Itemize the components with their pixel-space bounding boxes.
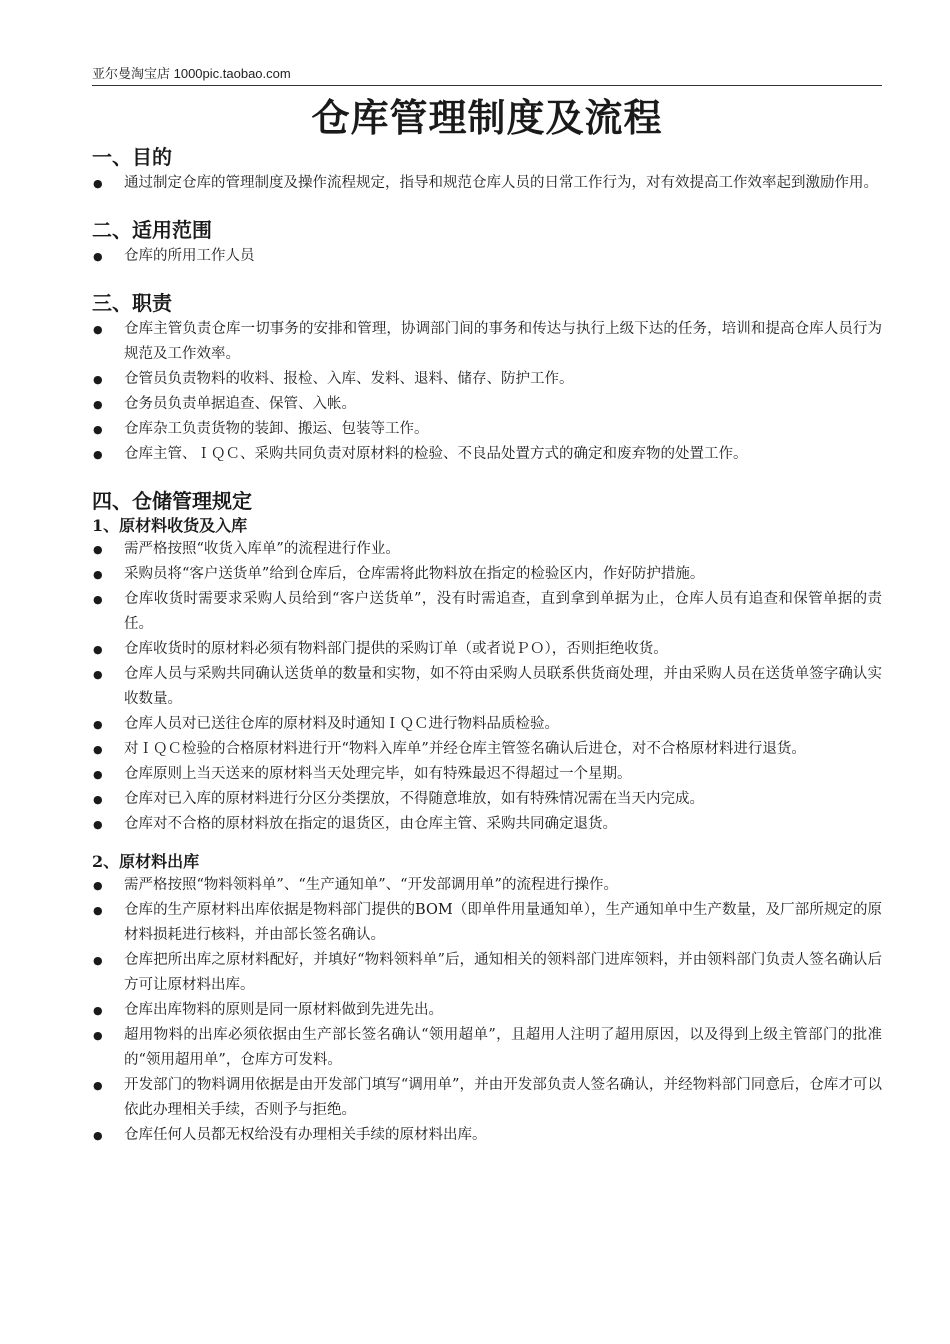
- section-heading: 二、适用范围: [92, 218, 212, 242]
- list-item-text: 仓库收货时需要求采购人员给到“客户送货单”，没有时需追查，直到拿到单据为止，仓库人员有追查和保管单据的责任。: [124, 591, 882, 632]
- list-item-text: 仓库的生产原材料出库依据是物料部门提供的BOM（即单件用量通知单），生产通知单中生产数量，及厂部所规定的原材料损耗进行核料，并由部长签名确认。: [124, 902, 882, 943]
- list-item: [92, 812, 882, 837]
- bullet-icon: ●: [93, 448, 103, 461]
- bullet-list: [92, 873, 882, 1148]
- bullet-icon: ●: [93, 743, 103, 756]
- bullet-icon: ●: [93, 177, 103, 190]
- list-item: [92, 442, 882, 467]
- list-item-text: 仓库人员对已送往仓库的原材料及时通知ＩＱＣ进行物料品质检验。: [124, 716, 559, 732]
- bullet-icon: ●: [93, 718, 103, 731]
- bullet-icon: ●: [93, 768, 103, 781]
- bullet-icon: ●: [93, 1129, 103, 1142]
- list-item-text: 仓库出库物料的原则是同一原材料做到先进先出。: [124, 1002, 443, 1018]
- list-item: [92, 537, 882, 562]
- list-item-text: 需严格按照“收货入库单”的流程进行作业。: [124, 541, 400, 557]
- list-item: [92, 392, 882, 417]
- bullet-icon: ●: [93, 643, 103, 656]
- bullet-icon: ●: [93, 1079, 103, 1092]
- list-item-text: 仓库主管负责仓库一切事务的安排和管理，协调部门间的事务和传达与执行上级下达的任务，培训和提高仓库人员行为规范及工作效率。: [124, 321, 882, 362]
- spacer: [92, 467, 882, 487]
- list-item-text: 仓库的所用工作人员: [124, 248, 255, 264]
- bullet-list: [92, 537, 882, 837]
- spacer: [92, 196, 882, 216]
- bullet-icon: ●: [93, 904, 103, 917]
- list-item-text: 仓库原则上当天送来的原材料当天处理完毕，如有特殊最迟不得超过一个星期。: [124, 766, 632, 782]
- list-item-text: 通过制定仓库的管理制度及操作流程规定，指导和规范仓库人员的日常工作行为，对有效提高工作效率起到激励作用。: [124, 175, 878, 191]
- bullet-icon: ●: [93, 423, 103, 436]
- list-item: [92, 948, 882, 998]
- page-title: 仓库管理制度及流程: [311, 95, 663, 140]
- list-item: [92, 737, 882, 762]
- spacer: [92, 837, 882, 851]
- list-item: [92, 417, 882, 442]
- list-item-text: 仓库主管、ＩＱＣ、采购共同负责对原材料的检验、不良品处置方式的确定和废弃物的处置工作。: [124, 446, 748, 462]
- bullet-icon: ●: [93, 1004, 103, 1017]
- list-item: [92, 712, 882, 737]
- list-item: [92, 873, 882, 898]
- list-item: [92, 562, 882, 587]
- list-item: [92, 244, 882, 269]
- list-item: [92, 998, 882, 1023]
- list-item: [92, 662, 882, 712]
- section-heading: 三、职责: [92, 291, 172, 315]
- bullet-list: [92, 171, 882, 196]
- list-item: [92, 1123, 882, 1148]
- list-item-text: 仓库人员与采购共同确认送货单的数量和实物，如不符由采购人员联系供货商处理，并由采购人员在送货单签字确认实收数量。: [124, 666, 882, 707]
- list-item-text: 仓库收货时的原材料必须有物料部门提供的采购订单（或者说ＰＯ），否则拒绝收货。: [124, 641, 668, 657]
- list-item-text: 仓库任何人员都无权给没有办理相关手续的原材料出库。: [124, 1127, 487, 1143]
- list-item-text: 采购员将“客户送货单”给到仓库后，仓库需将此物料放在指定的检验区内，作好防护措施。: [124, 566, 705, 582]
- list-item-text: 超用物料的出库必须依据由生产部长签名确认“领用超单”，且超用人注明了超用原因，以及得到上级主管部门的批准的“领用超用单”，仓库方可发料。: [124, 1027, 882, 1068]
- list-item: [92, 1073, 882, 1123]
- list-item: [92, 762, 882, 787]
- bullet-icon: ●: [93, 879, 103, 892]
- list-item: [92, 637, 882, 662]
- bullet-icon: ●: [93, 1029, 103, 1042]
- subsection-heading: 2、原材料出库: [92, 852, 200, 871]
- list-item: [92, 171, 882, 196]
- subsection-heading: 1、原材料收货及入库: [92, 516, 248, 535]
- bullet-icon: ●: [93, 543, 103, 556]
- bullet-icon: ●: [93, 323, 103, 336]
- list-item: [92, 587, 882, 637]
- document-body: [92, 143, 882, 1148]
- list-item-text: 仓库对已入库的原材料进行分区分类摆放，不得随意堆放，如有特殊情况需在当天内完成。: [124, 791, 704, 807]
- bullet-list: [92, 317, 882, 467]
- list-item-text: 开发部门的物料调用依据是由开发部门填写“调用单”，并由开发部负责人签名确认，并经物料部门同意后，仓库才可以依此办理相关手续，否则予与拒绝。: [124, 1077, 882, 1118]
- bullet-icon: ●: [93, 593, 103, 606]
- list-item: [92, 787, 882, 812]
- bullet-icon: ●: [93, 954, 103, 967]
- bullet-icon: ●: [93, 818, 103, 831]
- bullet-icon: ●: [93, 793, 103, 806]
- bullet-list: [92, 244, 882, 269]
- list-item: [92, 898, 882, 948]
- list-item-text: 仓库把所出库之原材料配好，并填好“物料领料单”后，通知相关的领料部门进库领料，并由领料部门负责人签名确认后方可让原材料出库。: [124, 952, 882, 993]
- bullet-icon: ●: [93, 398, 103, 411]
- list-item-text: 仓管员负责物料的收料、报检、入库、发料、退料、储存、防护工作。: [124, 371, 574, 387]
- bullet-icon: ●: [93, 568, 103, 581]
- list-item-text: 仓库杂工负责货物的装卸、搬运、包装等工作。: [124, 421, 429, 437]
- list-item-text: 仓务员负责单据追查、保管、入帐。: [124, 396, 356, 412]
- list-item-text: 仓库对不合格的原材料放在指定的退货区，由仓库主管、采购共同确定退货。: [124, 816, 617, 832]
- list-item-text: 对ＩＱＣ检验的合格原材料进行开“物料入库单”并经仓库主管签名确认后进仓，对不合格原材料进行退货。: [124, 741, 806, 757]
- list-item: [92, 1023, 882, 1073]
- spacer: [92, 269, 882, 289]
- bullet-icon: ●: [93, 250, 103, 263]
- bullet-icon: ●: [93, 373, 103, 386]
- bullet-icon: ●: [93, 668, 103, 681]
- list-item-text: 需严格按照“物料领料单”、“生产通知单”、“开发部调用单”的流程进行操作。: [124, 877, 618, 893]
- section-heading: 一、目的: [92, 145, 172, 169]
- section-heading: 四、仓储管理规定: [92, 489, 252, 513]
- list-item: [92, 317, 882, 367]
- list-item: [92, 367, 882, 392]
- page-header: 亚尔曼淘宝店 1000pic.taobao.com: [92, 66, 882, 86]
